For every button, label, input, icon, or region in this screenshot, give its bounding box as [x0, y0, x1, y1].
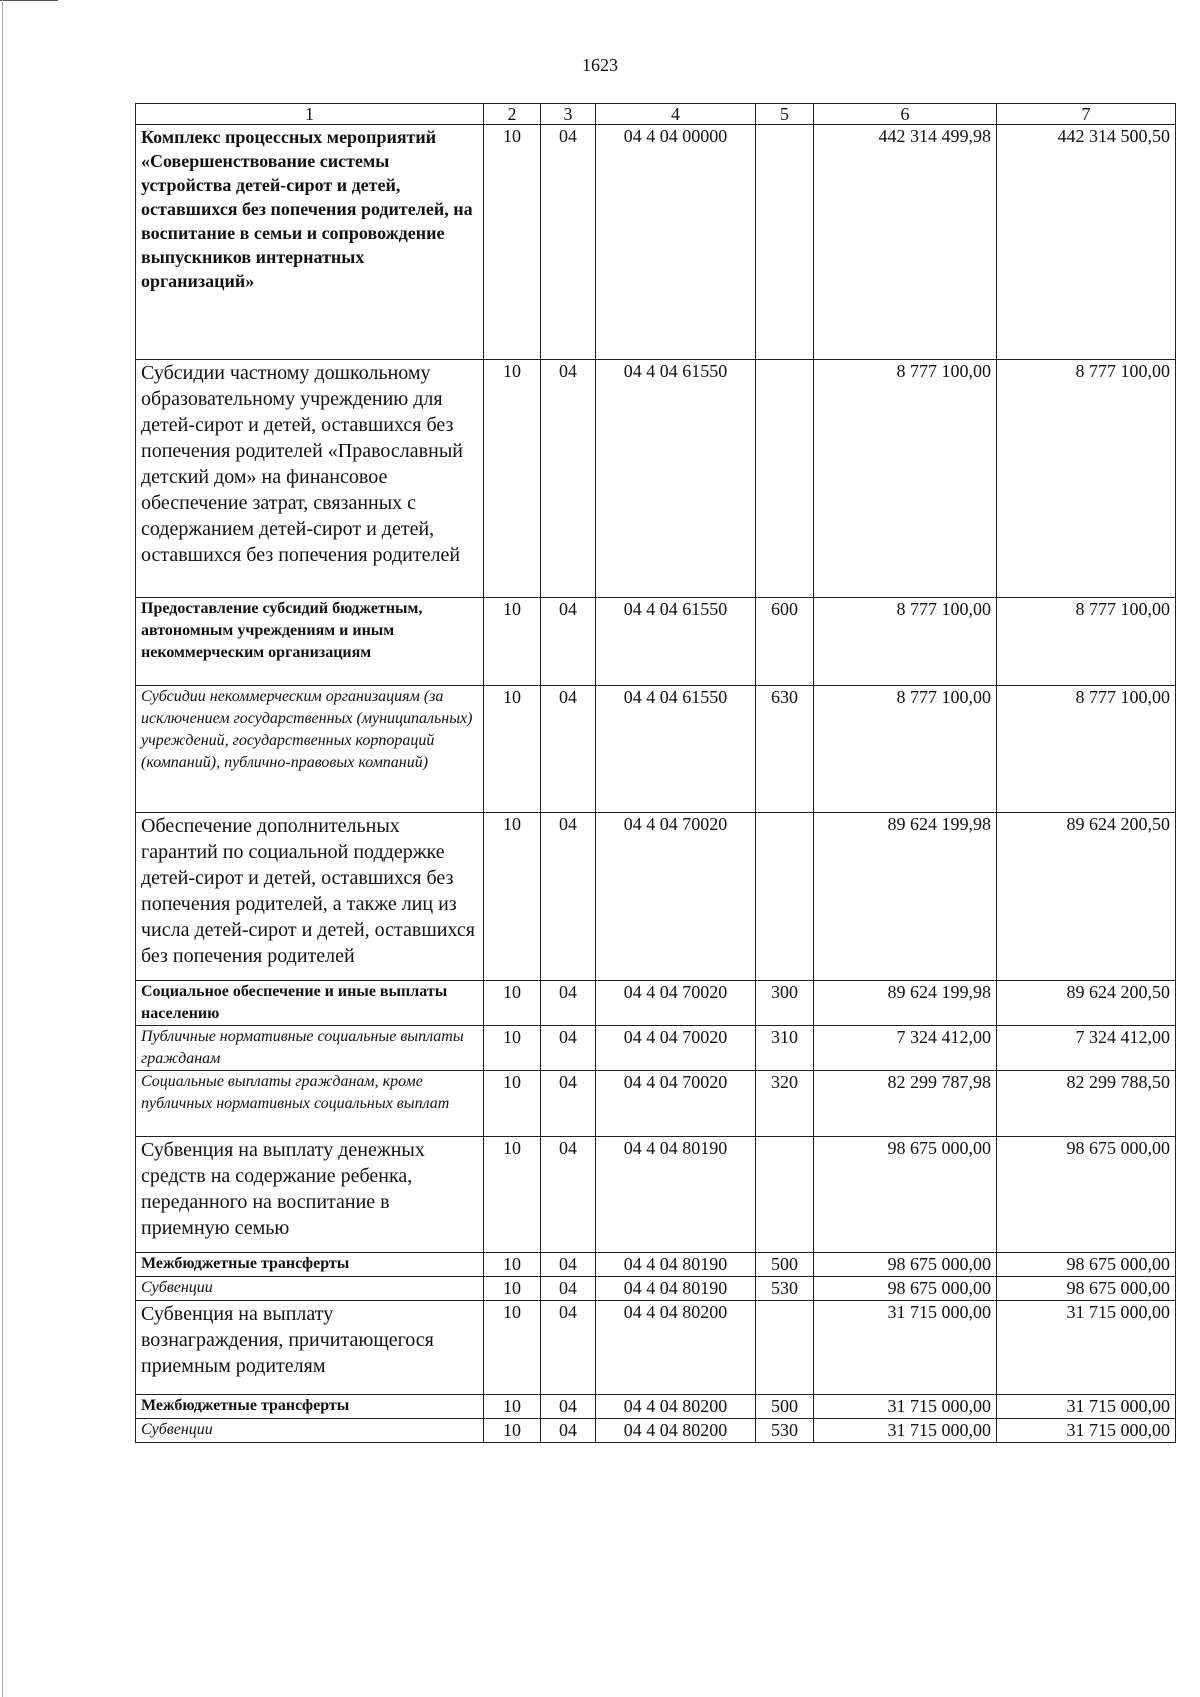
row-section-cell: 10 [484, 1301, 541, 1395]
budget-table [135, 103, 1176, 1443]
row-section-cell: 10 [484, 1071, 541, 1137]
row-amount-year2-cell: 8 777 100,00 [997, 598, 1176, 686]
row-section-cell: 10 [484, 1137, 541, 1253]
row-name-cell: Субвенции [136, 1277, 484, 1301]
row-name-cell: Субвенция на выплату денежных средств на содержание ребенка, переданного на воспитание в приемную семью [136, 1137, 484, 1253]
row-target-code-cell: 04 4 04 80190 [596, 1137, 756, 1253]
row-name-cell: Межбюджетные трансферты [136, 1253, 484, 1277]
header-col-4: 4 [596, 104, 756, 125]
row-subsection-cell: 04 [541, 1253, 596, 1277]
row-section-cell: 10 [484, 125, 541, 360]
row-target-code-cell: 04 4 04 80200 [596, 1301, 756, 1395]
row-subsection-cell: 04 [541, 686, 596, 813]
table-body [136, 125, 1176, 1443]
header-col-3: 3 [541, 104, 596, 125]
row-amount-year2-cell: 7 324 412,00 [997, 1026, 1176, 1071]
table-row [136, 1301, 1176, 1395]
row-expense-type-cell: 600 [756, 598, 814, 686]
row-target-code-cell: 04 4 04 80200 [596, 1395, 756, 1419]
table-row [136, 1277, 1176, 1301]
table-row [136, 1419, 1176, 1443]
row-amount-year2-cell: 98 675 000,00 [997, 1137, 1176, 1253]
row-subsection-cell: 04 [541, 125, 596, 360]
row-target-code-cell: 04 4 04 61550 [596, 686, 756, 813]
row-amount-year2-cell: 8 777 100,00 [997, 360, 1176, 598]
row-subsection-cell: 04 [541, 813, 596, 981]
row-amount-year2-cell: 31 715 000,00 [997, 1419, 1176, 1443]
row-target-code-cell: 04 4 04 80190 [596, 1253, 756, 1277]
table-row [136, 125, 1176, 360]
row-section-cell: 10 [484, 598, 541, 686]
row-amount-year2-cell: 98 675 000,00 [997, 1277, 1176, 1301]
row-expense-type-cell [756, 1137, 814, 1253]
page-number: 1623 [582, 55, 618, 75]
row-name-cell: Публичные нормативные социальные выплаты гражданам [136, 1026, 484, 1071]
row-section-cell: 10 [484, 1277, 541, 1301]
row-amount-year1-cell: 7 324 412,00 [814, 1026, 997, 1071]
row-amount-year2-cell: 442 314 500,50 [997, 125, 1176, 360]
header-col-6: 6 [814, 104, 997, 125]
row-amount-year1-cell: 98 675 000,00 [814, 1277, 997, 1301]
row-subsection-cell: 04 [541, 1071, 596, 1137]
row-subsection-cell: 04 [541, 598, 596, 686]
row-expense-type-cell [756, 1301, 814, 1395]
row-subsection-cell: 04 [541, 1301, 596, 1395]
header-col-5: 5 [756, 104, 814, 125]
row-expense-type-cell [756, 360, 814, 598]
row-subsection-cell: 04 [541, 1277, 596, 1301]
row-name-cell: Предоставление субсидий бюджетным, автономным учреждениям и иным некоммерческим организациям [136, 598, 484, 686]
table-row [136, 813, 1176, 981]
row-expense-type-cell: 320 [756, 1071, 814, 1137]
row-expense-type-cell: 530 [756, 1419, 814, 1443]
row-amount-year1-cell: 8 777 100,00 [814, 360, 997, 598]
row-subsection-cell: 04 [541, 360, 596, 598]
scan-corner-rule [0, 0, 58, 1]
row-amount-year1-cell: 31 715 000,00 [814, 1419, 997, 1443]
row-expense-type-cell: 530 [756, 1277, 814, 1301]
row-section-cell: 10 [484, 1395, 541, 1419]
row-expense-type-cell: 500 [756, 1395, 814, 1419]
row-name-cell: Субсидии некоммерческим организациям (за исключением государственных (муниципальных) учреждений, государственных корпораций (компаний), публично-правовых компаний) [136, 686, 484, 813]
row-subsection-cell: 04 [541, 1137, 596, 1253]
row-target-code-cell: 04 4 04 80190 [596, 1277, 756, 1301]
row-amount-year1-cell: 8 777 100,00 [814, 598, 997, 686]
row-amount-year2-cell: 98 675 000,00 [997, 1253, 1176, 1277]
row-amount-year1-cell: 89 624 199,98 [814, 981, 997, 1026]
header-row [136, 104, 1176, 125]
row-subsection-cell: 04 [541, 1026, 596, 1071]
row-expense-type-cell: 630 [756, 686, 814, 813]
row-name-cell: Комплекс процессных мероприятий «Совершенствование системы устройства детей-сирот и детей, оставшихся без попечения родителей, на воспитание в семьи и сопровождение выпускников интернатных организаций» [136, 125, 484, 360]
row-section-cell: 10 [484, 686, 541, 813]
row-amount-year1-cell: 31 715 000,00 [814, 1301, 997, 1395]
row-amount-year1-cell: 98 675 000,00 [814, 1253, 997, 1277]
row-amount-year1-cell: 442 314 499,98 [814, 125, 997, 360]
row-target-code-cell: 04 4 04 70020 [596, 813, 756, 981]
row-expense-type-cell: 310 [756, 1026, 814, 1071]
row-target-code-cell: 04 4 04 61550 [596, 598, 756, 686]
table-row [136, 360, 1176, 598]
row-name-cell: Субсидии частному дошкольному образовательному учреждению для детей-сирот и детей, оставшихся без попечения родителей «Православный детский дом» на финансовое обеспечение затрат, связанных с содержанием детей-сирот и детей, оставшихся без попечения родителей [136, 360, 484, 598]
row-name-cell: Социальное обеспечение и иные выплаты населению [136, 981, 484, 1026]
row-expense-type-cell: 500 [756, 1253, 814, 1277]
row-name-cell: Обеспечение дополнительных гарантий по социальной поддержке детей-сирот и детей, оставшихся без попечения родителей, а также лиц из числа детей-сирот и детей, оставшихся без попечения родителей [136, 813, 484, 981]
row-section-cell: 10 [484, 813, 541, 981]
row-amount-year1-cell: 31 715 000,00 [814, 1395, 997, 1419]
row-amount-year2-cell: 89 624 200,50 [997, 981, 1176, 1026]
row-subsection-cell: 04 [541, 1395, 596, 1419]
row-section-cell: 10 [484, 360, 541, 598]
row-amount-year2-cell: 31 715 000,00 [997, 1395, 1176, 1419]
row-amount-year1-cell: 89 624 199,98 [814, 813, 997, 981]
row-name-cell: Субвенция на выплату вознаграждения, причитающегося приемным родителям [136, 1301, 484, 1395]
row-section-cell: 10 [484, 981, 541, 1026]
row-amount-year1-cell: 8 777 100,00 [814, 686, 997, 813]
header-col-7: 7 [997, 104, 1176, 125]
table-row [136, 1137, 1176, 1253]
row-section-cell: 10 [484, 1026, 541, 1071]
scan-left-edge [2, 0, 3, 1697]
row-name-cell: Межбюджетные трансферты [136, 1395, 484, 1419]
row-target-code-cell: 04 4 04 70020 [596, 1071, 756, 1137]
row-amount-year2-cell: 82 299 788,50 [997, 1071, 1176, 1137]
row-amount-year1-cell: 82 299 787,98 [814, 1071, 997, 1137]
row-section-cell: 10 [484, 1419, 541, 1443]
budget-table-container [135, 103, 1175, 1443]
table-row [136, 1071, 1176, 1137]
row-target-code-cell: 04 4 04 70020 [596, 1026, 756, 1071]
row-name-cell: Субвенции [136, 1419, 484, 1443]
table-row [136, 598, 1176, 686]
table-row [136, 1253, 1176, 1277]
row-expense-type-cell [756, 813, 814, 981]
row-target-code-cell: 04 4 04 70020 [596, 981, 756, 1026]
table-row [136, 981, 1176, 1026]
row-subsection-cell: 04 [541, 981, 596, 1026]
row-subsection-cell: 04 [541, 1419, 596, 1443]
row-expense-type-cell: 300 [756, 981, 814, 1026]
row-amount-year2-cell: 31 715 000,00 [997, 1301, 1176, 1395]
header-col-1: 1 [136, 104, 484, 125]
row-amount-year1-cell: 98 675 000,00 [814, 1137, 997, 1253]
table-row [136, 1026, 1176, 1071]
row-target-code-cell: 04 4 04 61550 [596, 360, 756, 598]
row-amount-year2-cell: 8 777 100,00 [997, 686, 1176, 813]
table-row [136, 1395, 1176, 1419]
header-col-2: 2 [484, 104, 541, 125]
row-expense-type-cell [756, 125, 814, 360]
row-target-code-cell: 04 4 04 00000 [596, 125, 756, 360]
row-target-code-cell: 04 4 04 80200 [596, 1419, 756, 1443]
row-name-cell: Социальные выплаты гражданам, кроме публичных нормативных социальных выплат [136, 1071, 484, 1137]
row-amount-year2-cell: 89 624 200,50 [997, 813, 1176, 981]
table-row [136, 686, 1176, 813]
row-section-cell: 10 [484, 1253, 541, 1277]
